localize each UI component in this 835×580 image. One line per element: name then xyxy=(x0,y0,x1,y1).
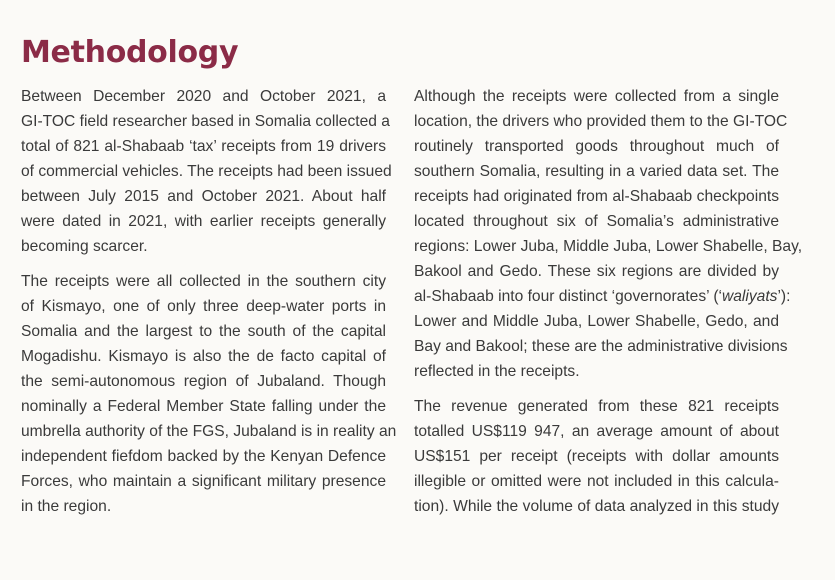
text-line: Somalia and the largest to the south of the capital xyxy=(21,323,386,340)
text-line: umbrella authority of the FGS, Jubaland is in reality an xyxy=(21,423,397,440)
text-line: Bay and Bakool; these are the administrative divisions xyxy=(414,338,788,355)
text-line: total of 821 al-Shabaab ‘tax’ receipts from 19 drivers xyxy=(21,138,386,155)
text-line: of Kismayo, one of only three deep-water ports in xyxy=(21,298,386,315)
text-line: the semi-autonomous region of Jubaland. Though xyxy=(21,373,386,390)
italic-term: waliyats xyxy=(722,288,778,305)
text-line: in the region. xyxy=(21,498,112,515)
text-line: located throughout six of Somalia’s administrative xyxy=(414,213,779,230)
text-line: Between December 2020 and October 2021, a xyxy=(21,88,386,105)
text-line: receipts had originated from al-Shabaab checkpoints xyxy=(414,188,779,205)
paragraph xyxy=(21,84,392,259)
left-column xyxy=(21,84,397,529)
text-line: Mogadishu. Kismayo is also the de facto capital of xyxy=(21,348,386,365)
text-line: The revenue generated from these 821 receipts xyxy=(414,398,779,415)
right-column xyxy=(414,84,803,529)
text-line: illegible or omitted were not included in this calcula- xyxy=(414,473,779,490)
text-line: regions: Lower Juba, Middle Juba, Lower Shabelle, Bay, xyxy=(414,238,803,255)
text-line: Although the receipts were collected from a single xyxy=(414,88,779,105)
paragraph xyxy=(414,394,779,519)
text-line: of commercial vehicles. The receipts had been issued xyxy=(21,163,392,180)
text-line: The receipts were all collected in the southern city xyxy=(21,273,386,290)
text-line: routinely transported goods throughout much of xyxy=(414,138,779,155)
text-line: tion). While the volume of data analyzed in this study xyxy=(414,498,779,515)
text-line: nominally a Federal Member State falling under the xyxy=(21,398,386,415)
text-line: al-Shabaab into four distinct ‘governorates’ (‘waliyats’): xyxy=(414,288,791,305)
text-line: reflected in the receipts. xyxy=(414,363,580,380)
text-line: Bakool and Gedo. These six regions are divided by xyxy=(414,263,779,280)
text-line: independent fiefdom backed by the Kenyan Defence xyxy=(21,448,386,465)
text-line: becoming scarcer. xyxy=(21,238,148,255)
text-line: US$151 per receipt (receipts with dollar amounts xyxy=(414,448,779,465)
text-line: southern Somalia, resulting in a varied data set. The xyxy=(414,163,779,180)
paragraph xyxy=(21,269,397,519)
text-line: between July 2015 and October 2021. About half xyxy=(21,188,386,205)
text-line: GI-TOC field researcher based in Somalia collected a xyxy=(21,113,390,130)
text-line: Forces, who maintain a significant military presence xyxy=(21,473,386,490)
text-line: totalled US$119 947, an average amount of about xyxy=(414,423,779,440)
text-line: were dated in 2021, with earlier receipts generally xyxy=(21,213,386,230)
text-line: location, the drivers who provided them to the GI-TOC xyxy=(414,113,788,130)
page-title: Methodology xyxy=(21,35,239,70)
paragraph xyxy=(414,84,803,384)
text-line: Lower and Middle Juba, Lower Shabelle, Gedo, and xyxy=(414,313,779,330)
